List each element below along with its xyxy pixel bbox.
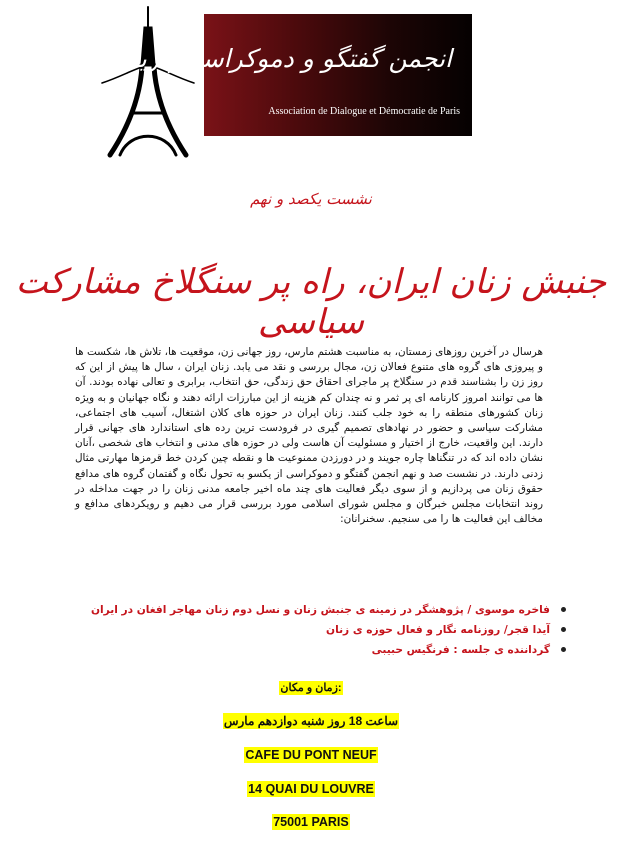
session-number: نشست یکصد و نهم: [250, 190, 372, 208]
association-banner: [107, 14, 472, 136]
event-city: [0, 811, 622, 830]
time-place-label: زمان و مکان:: [280, 682, 342, 694]
bullet-icon: [561, 647, 566, 652]
venue-city: 75001 PARIS: [273, 815, 349, 829]
bullet-icon: [561, 627, 566, 632]
intro-paragraph: هرسال در آخرین روزهای زمستان، به مناسبت هشتم مارس، روز جهانی زن، موقعیت ها، تلاش ها، شکست ها و پیروزی های گروه های متنوع فعالان زن، مجال بررسی و نقد می یابد. زنان ایران ، سال ها پیش از این که روز زن را بشناسند قدم در سنگلاخ پر ماجرای احقاق حق زندگی، حق انتخاب، برابری و تعالی نهاده بودند. آن ها می توانند امروز کارنامه ای پر ثمر و نه چندان کم هزینه از این مبارزات ارائه دهند و نگاه جهانیان و به ویژه زنان کشورهای منطقه را به خود جلب کنند. زنان ایران در حوزه های کلان اشتغال، آسیب های اجتماعی، مشارکت سیاسی و حضور در نهادهای تصمیم گیری در فرودست ترین رده های استاندارد های جهانی قرار دارند. این واقعیت، خارج از اختیار و مسئولیت آن هاست ولی در حوزه های مدنی و انتخاب های شخصی ،آنان نشان داده اند که در تنگناها چاره جویند و در دورزدن ممنوعیت ها و نقطه چین کردن خط قرمزها مهارتی مثال زدنی دارند. در نشست صد و نهم انجمن گفتگو و دموکراسی از یکسو به تحول نگاه و گفتمان گروه های مدافع حقوق زنان می پردازیم و از سوی دیگر فعالیت های چند ماه اخیر جامعه مدنی زنان را در جهت مداخله در روند انتخابات مجلس خبرگان و مجلس شورای اسلامی مورد بررسی قرار می دهیم و رویکردهای مدافع و مخالف این فعالیت ها را می سنجیم. سخنرانان:: [75, 346, 543, 526]
speaker-list: [90, 600, 568, 660]
speaker-text: فاخره موسوی / پژوهشگر در زمینه ی جنبش زنان و نسل دوم زنان مهاجر افغان در ایران: [90, 604, 550, 616]
venue-name: CAFE DU PONT NEUF: [245, 748, 377, 762]
list-item: [90, 600, 550, 620]
event-time-text: ساعت 18 روز شنبه دوازدهم مارس: [223, 714, 399, 728]
venue-address: 14 QUAI DU LOUVRE: [248, 782, 374, 796]
association-name-persian: انجمن گفتگو و دموکراسی-پاریس: [107, 44, 452, 73]
event-time: [0, 710, 622, 729]
bullet-icon: [561, 607, 566, 612]
association-name-french: Association de Dialogue et Démocratie de Paris: [268, 106, 460, 117]
list-item: [90, 620, 550, 640]
speaker-text: گرداننده ی جلسه : فرنگیس حبیبی: [371, 644, 550, 656]
time-place-heading: [0, 676, 622, 695]
event-venue: [0, 744, 622, 763]
eiffel-tower-logo-icon: [100, 5, 196, 160]
event-address: [0, 778, 622, 797]
speaker-text: آیدا قجر/ روزنامه نگار و فعال حوزه ی زنان: [326, 624, 550, 636]
list-item: [90, 640, 550, 660]
event-title: جنبش زنان ایران، راه پر سنگلاخ مشارکت سیاسی: [15, 262, 607, 342]
